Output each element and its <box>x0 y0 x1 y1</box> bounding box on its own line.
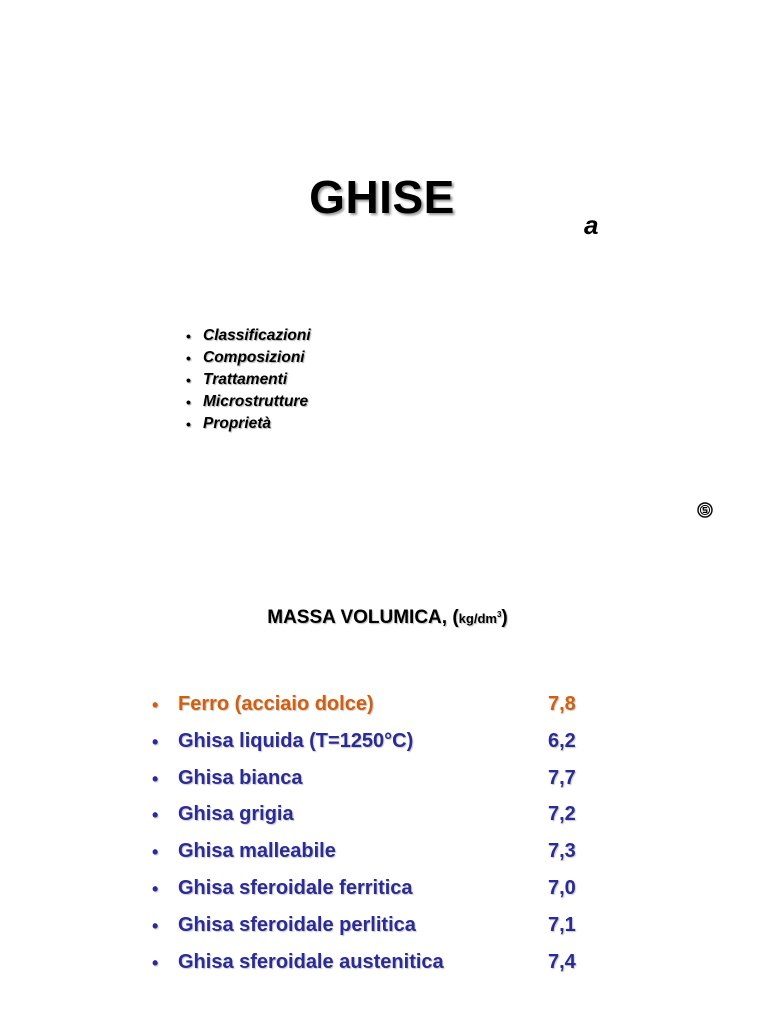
density-row <box>152 767 592 804</box>
bullet-icon: • <box>186 350 191 366</box>
material-label: Ghisa bianca <box>178 766 303 789</box>
bullet-icon: • <box>186 372 191 388</box>
density-row <box>152 877 592 914</box>
bullet-icon: • <box>152 695 159 715</box>
density-value: 7,1 <box>548 913 576 936</box>
topic-label: Microstrutture <box>203 393 309 410</box>
material-label: Ghisa sferoidale perlitica <box>178 913 416 936</box>
topic-item <box>186 413 311 435</box>
density-value: 7,0 <box>548 876 576 899</box>
density-row <box>152 693 592 730</box>
density-row <box>152 951 592 988</box>
material-label: Ferro (acciaio dolce) <box>178 693 374 715</box>
density-value: 7,4 <box>548 950 576 973</box>
bullet-icon: • <box>152 805 159 826</box>
material-label: Ghisa malleabile <box>178 840 336 863</box>
bullet-icon: • <box>186 416 191 432</box>
topic-item <box>186 391 311 413</box>
bullet-icon: • <box>152 731 159 752</box>
table-heading: MASSA VOLUMICA, $(kg/dm^3)$ <box>267 607 508 628</box>
topic-label: Composizioni <box>203 349 305 366</box>
density-value: 7,8 <box>548 693 576 715</box>
topic-item <box>186 369 311 391</box>
circled-s-logo-icon <box>697 502 713 518</box>
density-row <box>152 730 592 767</box>
density-row <box>152 803 592 840</box>
topic-label: Classificazioni <box>203 327 311 344</box>
density-value: 7,7 <box>548 766 576 789</box>
topic-item <box>186 325 311 347</box>
density-value: 7,3 <box>548 840 576 863</box>
bullet-icon: • <box>152 878 159 899</box>
density-row <box>152 914 592 951</box>
topic-label: Proprietà <box>203 415 272 432</box>
bullet-icon: • <box>186 394 191 410</box>
bullet-icon: • <box>186 328 191 344</box>
bullet-icon: • <box>152 952 159 973</box>
material-label: Ghisa liquida (T=1250°C) <box>178 729 414 752</box>
bullet-icon: • <box>152 915 159 936</box>
density-row <box>152 840 592 877</box>
material-label: Ghisa sferoidale ferritica <box>178 876 413 899</box>
topic-item <box>186 347 311 369</box>
density-list <box>152 693 592 987</box>
bullet-icon: • <box>152 768 159 789</box>
slide-title: GHISE <box>309 171 455 223</box>
slide-massa-volumica <box>0 555 768 1024</box>
topic-label: Trattamenti <box>203 371 288 388</box>
material-label: Ghisa sferoidale austenitica <box>178 950 444 973</box>
topic-list <box>186 325 311 435</box>
density-value: 6,2 <box>548 729 576 752</box>
material-label: Ghisa grigia <box>178 803 294 826</box>
density-value: 7,2 <box>548 803 576 826</box>
bullet-icon: • <box>152 842 159 863</box>
corner-mark: a <box>584 210 599 240</box>
